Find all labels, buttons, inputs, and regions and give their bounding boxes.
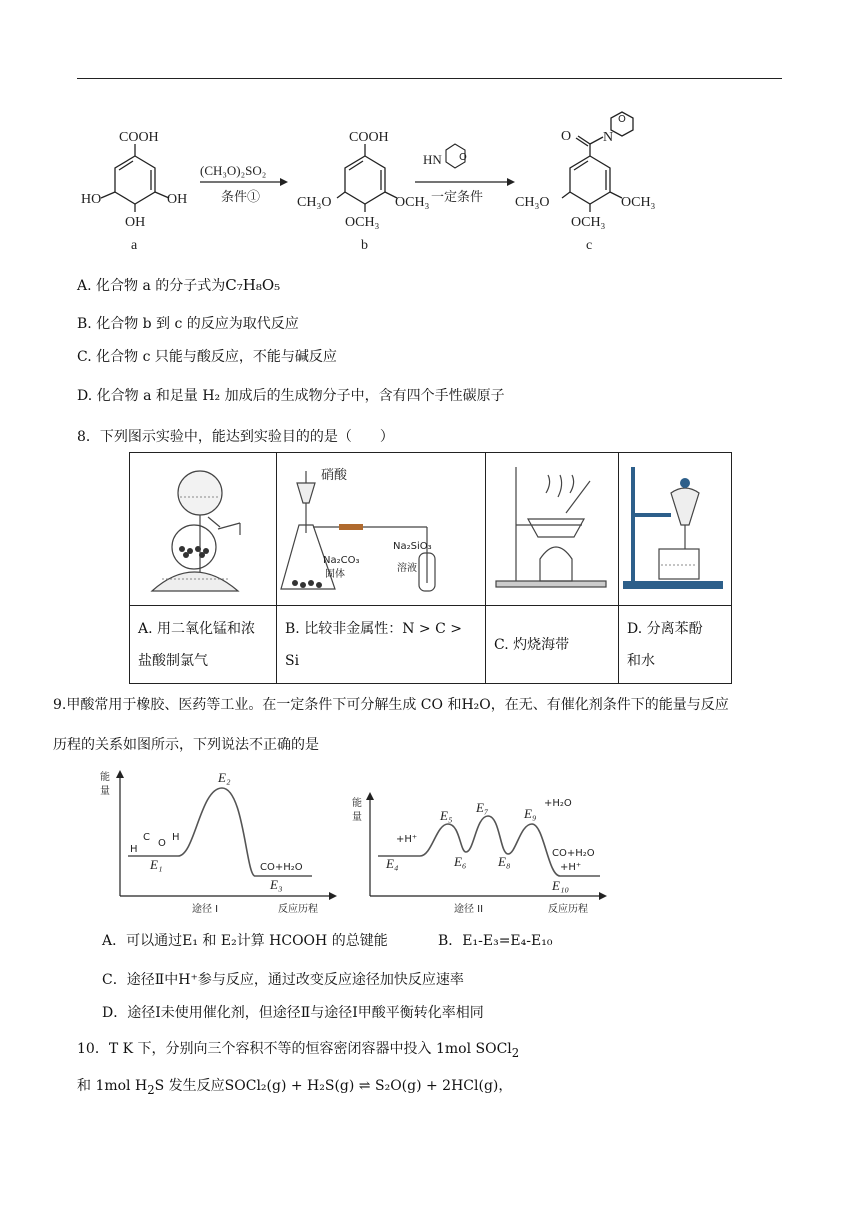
q9-option-a-e: E₁ 和 E₂ xyxy=(182,933,237,949)
q7-option-a-text: A. 化合物 a 的分子式为 xyxy=(77,278,226,294)
caption-a-line-2: 盐酸制氯气 xyxy=(138,652,208,669)
a-oh-right: OH xyxy=(167,192,188,207)
q9-option-b-label: B． xyxy=(438,933,463,949)
header-rule xyxy=(77,78,782,79)
q9-option-c-2: 参与反应，通过改变反应途径加快反应速率 xyxy=(197,972,464,988)
c-och3-bottom: OCH₃ xyxy=(571,215,606,230)
c-n: N xyxy=(603,130,614,145)
energy-chart-path-2 xyxy=(352,792,607,915)
ylabel-1-char2: 量 xyxy=(100,786,110,797)
reagent-1-top: (CH₃O)₂SO₂ xyxy=(200,163,267,178)
ylabel-2-char2: 量 xyxy=(352,812,362,823)
q9-option-c-1: C．途径Ⅱ中 xyxy=(102,972,179,988)
crucible-burning-image xyxy=(486,453,618,601)
q9-option-c xyxy=(102,971,464,989)
morpholine-o: O xyxy=(459,152,467,163)
reagent-1-bottom: 条件① xyxy=(221,189,261,204)
label-c: c xyxy=(586,238,593,253)
q9-option-a-2: 计算 HCOOH 的总键能 xyxy=(236,933,388,949)
ylabel-2-char1: 能 xyxy=(352,798,362,809)
label-plus-h-1: +H⁺ xyxy=(396,834,418,845)
reaction-scheme xyxy=(75,108,695,258)
energy-chart-path-1 xyxy=(100,770,337,915)
q10-line-1-sub: 2 xyxy=(511,1045,520,1060)
q10-line-2-text-b: S 发生反应 xyxy=(154,1078,225,1094)
label-a: a xyxy=(131,238,138,253)
c-ch3o: CH₃O xyxy=(515,195,550,210)
energy-diagrams xyxy=(100,770,620,920)
q9-option-a xyxy=(102,932,388,950)
label-e1: E₁ xyxy=(150,857,163,872)
q7-option-b: B. 化合物 b 到 c 的反应为取代反应 xyxy=(77,316,299,332)
apparatus-a-cell xyxy=(130,453,277,606)
q7-option-d-text-1: D. 化合物 a 和足量 xyxy=(77,388,198,404)
compound-a xyxy=(101,144,169,212)
label-e6: E₆ xyxy=(454,854,467,869)
title-path-1: 途径 I xyxy=(192,904,219,915)
label-e5: E₅ xyxy=(440,808,453,823)
caption-b: B. 比较非金属性：N > C > Si xyxy=(285,620,462,669)
q9-stem-1b: ，在无、有催化剂条件下的能量与反应 xyxy=(490,697,729,713)
b-och3-bottom: OCH₃ xyxy=(345,215,380,230)
q10-line-1-text: 10．T K 下，分别向三个容积不等的恒容密闭容器中投入 1mol SOCl xyxy=(77,1041,512,1057)
label-e8: E₈ xyxy=(498,854,511,869)
c-och3-right: OCH₃ xyxy=(621,195,656,210)
q10-line-2-text-a: 和 1mol H xyxy=(77,1078,148,1094)
formic-c: C xyxy=(143,832,150,843)
label-e10: E₁₀ xyxy=(552,878,569,893)
q7-option-d-text-2: 加成后的生成物分子中，含有四个手性碳原子 xyxy=(224,388,505,404)
q7-option-d-h2: H₂ xyxy=(202,388,221,404)
caption-b-cell xyxy=(277,606,486,684)
q9-stem-1a: 9.甲酸常用于橡胶、医药等工业。在一定条件下可分解生成 CO 和 xyxy=(53,697,462,713)
b-ch3o: CH₃O xyxy=(297,195,332,210)
label-e3: E₃ xyxy=(270,877,283,892)
formic-h: H xyxy=(130,844,138,855)
a-oh-bottom: OH xyxy=(125,215,146,230)
b-cooh: COOH xyxy=(349,130,389,145)
xlabel-1: 反应历程 xyxy=(278,904,318,915)
label-e9: E₉ xyxy=(524,806,537,821)
caption-d-cell xyxy=(619,606,732,684)
xlabel-2: 反应历程 xyxy=(548,904,588,915)
label-solid: 固体 xyxy=(325,569,345,580)
q9-option-d: D．途径Ⅰ未使用催化剂，但途径Ⅱ与途径Ⅰ甲酸平衡转化率相同 xyxy=(102,1005,484,1021)
q10-line-1 xyxy=(77,1040,519,1062)
apparatus-b-cell xyxy=(277,453,486,606)
reagent-2-bottom: 一定条件 xyxy=(431,189,484,204)
q7-option-c: C. 化合物 c 只能与酸反应，不能与碱反应 xyxy=(77,349,337,365)
apparatus-c-cell xyxy=(486,453,619,606)
caption-a-line-1: A. 用二氧化锰和浓 xyxy=(138,620,256,637)
q9-option-a-1: A．可以通过 xyxy=(102,933,183,949)
q9-stem-line-2: 历程的关系如图所示，下列说法不正确的是 xyxy=(53,737,319,753)
q9-option-c-h: H⁺ xyxy=(178,972,198,988)
label-b: b xyxy=(361,238,368,253)
label-e7: E₇ xyxy=(476,800,489,815)
c-carbonyl-o: O xyxy=(561,129,572,144)
a-ho: HO xyxy=(81,192,102,207)
title-path-2: 途径 II xyxy=(454,904,484,915)
label-plus-h-2: +H⁺ xyxy=(560,862,582,873)
q7-option-d xyxy=(77,387,505,405)
label-products-1: CO+H₂O xyxy=(260,862,303,873)
separating-funnel-image xyxy=(619,453,731,601)
q10-line-2 xyxy=(77,1077,512,1099)
label-na2co3: Na₂CO₃ xyxy=(323,555,360,566)
ylabel-1-char1: 能 xyxy=(100,772,110,783)
caption-c-cell xyxy=(486,606,619,684)
label-products-2: CO+H₂O xyxy=(552,848,595,859)
q7-option-a-formula: C₇H₈O₅ xyxy=(225,276,281,294)
c-morph-o: O xyxy=(618,114,626,125)
q10-line-2-sub: 2 xyxy=(147,1082,155,1097)
acid-comparison-image xyxy=(277,453,485,601)
caption-a-cell xyxy=(130,606,277,684)
label-nitric-acid: 硝酸 xyxy=(321,467,348,482)
compound-b xyxy=(337,144,397,212)
label-plus-h2o: +H₂O xyxy=(544,798,572,809)
q9-stem-h2o: H₂O xyxy=(461,697,491,713)
formic-h2: H xyxy=(172,832,180,843)
label-e4: E₄ xyxy=(386,856,399,871)
q9-option-b xyxy=(438,932,552,950)
q7-option-a xyxy=(77,276,280,295)
q10-line-2-equation: SOCl₂(g) + H₂S(g) ⇌ S₂O(g) + 2HCl(g)， xyxy=(224,1078,513,1094)
reagent-2-hn: HN xyxy=(423,152,442,167)
caption-d-line-2: 和水 xyxy=(627,652,655,669)
q9-option-b-eq: E₁-E₃=E₄-E₁₀ xyxy=(462,933,553,949)
q8-apparatus-table xyxy=(129,452,732,684)
label-solution: 溶液 xyxy=(397,563,417,574)
q9-stem-line-1 xyxy=(53,696,729,714)
apparatus-d-cell xyxy=(619,453,732,606)
formic-o: O xyxy=(158,838,166,849)
caption-d-line-1: D. 分离苯酚 xyxy=(627,620,703,637)
caption-c: C. 灼烧海带 xyxy=(494,636,570,653)
q8-stem: 8．下列图示实验中，能达到实验目的的是（ ） xyxy=(77,429,394,445)
b-och3-right: OCH₃ xyxy=(395,195,430,210)
kipp-apparatus-image xyxy=(130,453,276,601)
label-na2sio3: Na₂SiO₃ xyxy=(393,541,432,552)
label-e2: E₂ xyxy=(218,770,231,785)
a-cooh: COOH xyxy=(119,130,159,145)
